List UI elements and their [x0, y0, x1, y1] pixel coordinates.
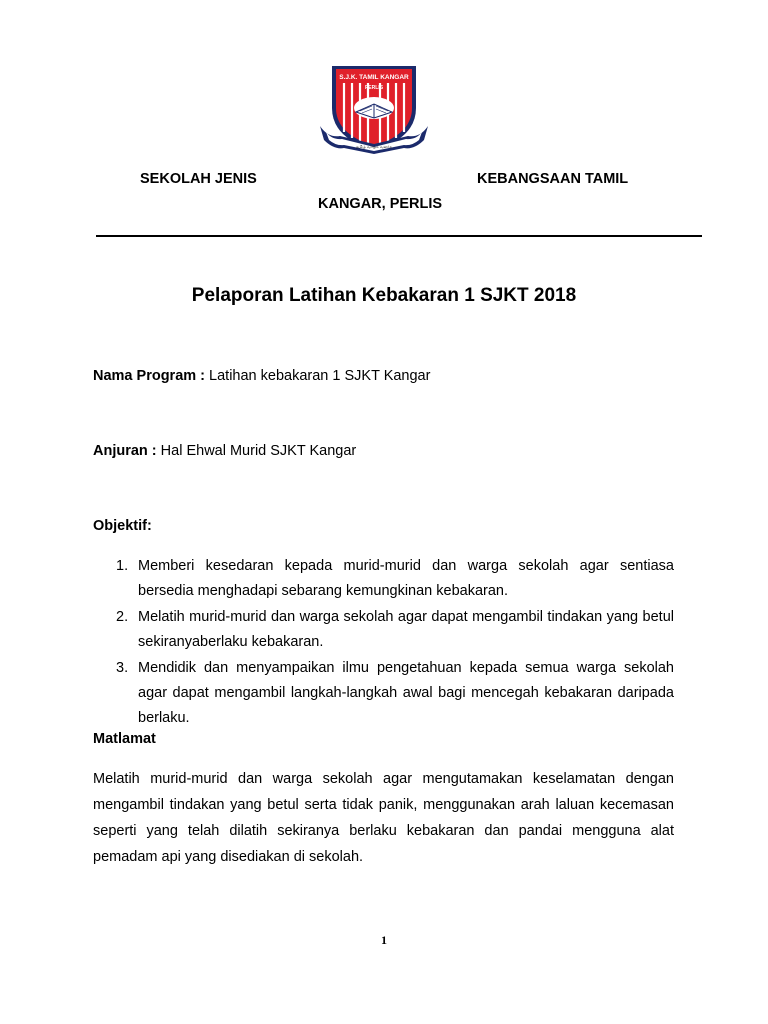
crest-sub-text: PERLIS: [364, 85, 384, 91]
anjuran-label: Anjuran :: [93, 443, 157, 459]
school-name-part2: KEBANGSAAN TAMIL: [477, 171, 629, 187]
program-value: Latihan kebakaran 1 SJKT Kangar: [205, 368, 431, 384]
list-item: [96, 554, 674, 604]
list-item: [96, 656, 674, 731]
objektif-list: [96, 554, 674, 732]
list-item-text: Memberi kesedaran kepada murid-murid dan warga sekolah agar sentiasa bersedia menghadapi sebarang kemungkinan kebakaran.: [138, 558, 674, 599]
list-item-number: 1.: [116, 558, 129, 574]
matlamat-paragraph: Melatih murid-murid dan warga sekolah agar mengutamakan keselamatan dengan mengambil tindakan yang betul serta tidak panik, menggunakan arah laluan kecemasan seperti yang telah dilatih sekiranya berlaku kebakaran dan pandai mengguna alat pemadam api yang disediakan di sekolah.: [93, 771, 674, 865]
program-label: Nama Program :: [93, 368, 206, 384]
anjuran-value: Hal Ehwal Murid SJKT Kangar: [156, 443, 357, 459]
list-item-number: 3.: [116, 660, 129, 676]
list-item: [96, 605, 674, 655]
document-title: Pelaporan Latihan Kebakaran 1 SJKT 2018: [191, 285, 577, 306]
school-name-line2: KANGAR, PERLIS: [318, 196, 443, 212]
crest-ribbon-text: தமிழ் வாழ்க வளர்க: [355, 144, 393, 149]
matlamat-heading: Matlamat: [93, 731, 156, 747]
header-divider: [96, 235, 702, 237]
list-item-number: 2.: [116, 609, 129, 625]
school-crest-logo: [318, 58, 430, 154]
page-number: 1: [381, 933, 387, 947]
objektif-heading: Objektif:: [93, 518, 152, 534]
list-item-text: Melatih murid-murid dan warga sekolah agar dapat mengambil tindakan yang betul sekiranyaberlaku kebakaran.: [138, 609, 674, 650]
crest-banner-text: S.J.K. TAMIL KANGAR: [339, 74, 409, 81]
list-item-text: Mendidik dan menyampaikan ilmu pengetahuan kepada semua warga sekolah agar dapat mengambil langkah-langkah awal bagi mencegah kebakaran daripada berlaku.: [138, 660, 674, 726]
program-name-field: [93, 368, 430, 384]
organizer-field: [93, 443, 356, 459]
school-name-part1: SEKOLAH JENIS: [140, 171, 257, 187]
